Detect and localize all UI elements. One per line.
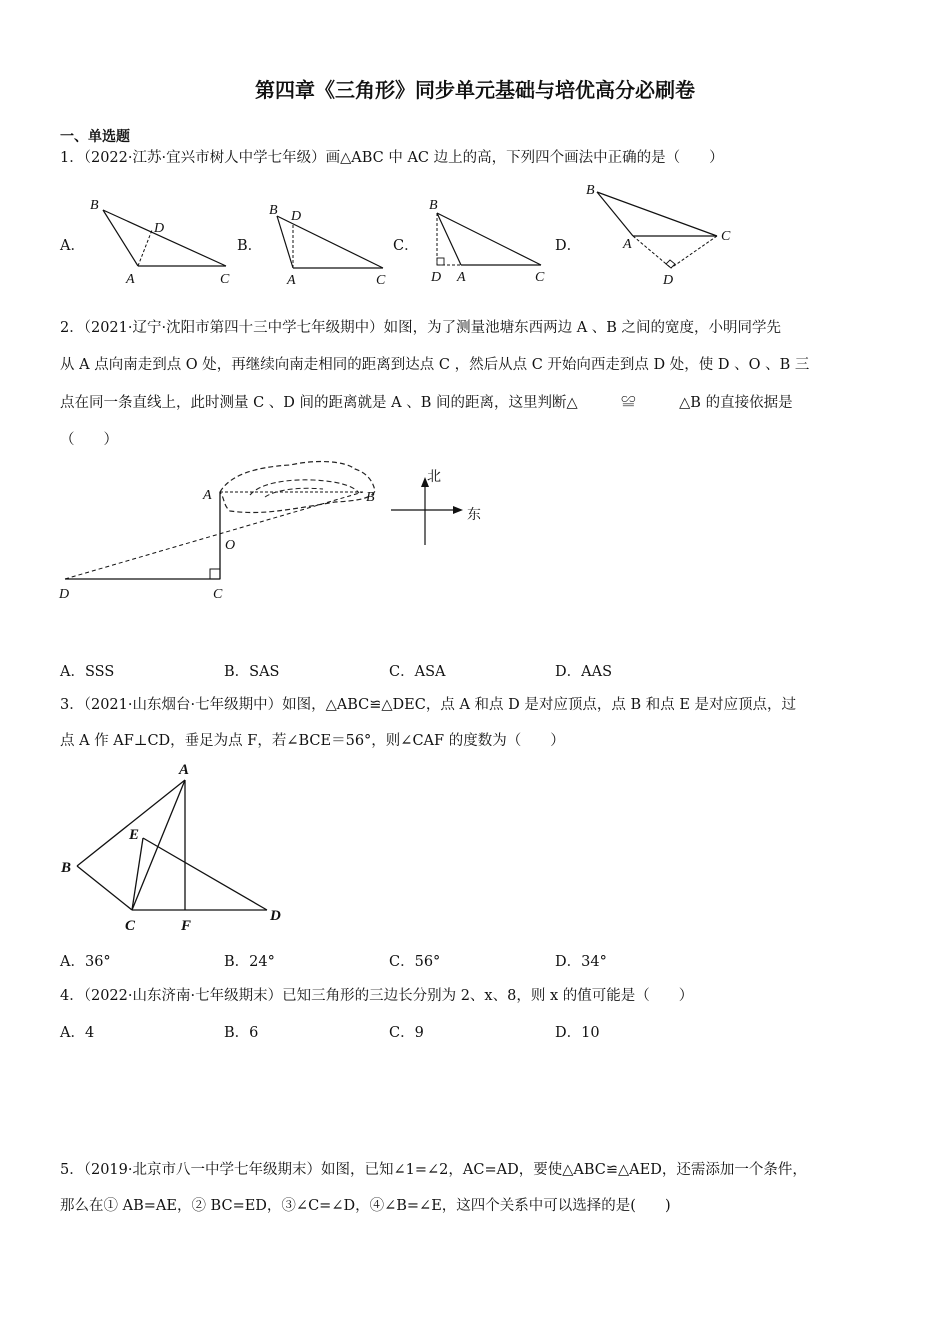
q1-figure-b	[263, 198, 403, 288]
compass-east: 东	[467, 507, 481, 523]
q4-option-c: C．9	[389, 1025, 424, 1041]
q2-label-a: A	[203, 488, 212, 503]
q2-option-b: B．SAS	[224, 664, 280, 680]
q1d-label-b: B	[586, 183, 595, 198]
q5-line2: 那么在① AB=AE，② BC=ED，③∠C=∠D，④∠B=∠E，这四个关系中可以选择的是( )	[60, 1198, 671, 1214]
section-heading: 一、单选题	[60, 129, 130, 145]
q1c-label-c: C	[535, 270, 545, 285]
q2-line2: 从 A 点向南走到点 O 处，再继续向南走相同的距离到达点 C ，然后从点 C 开始向西走到点 D 处，使 D 、O 、B 三	[60, 357, 810, 373]
q1a-label-d: D	[154, 221, 165, 236]
q4-option-a: A．4	[60, 1025, 95, 1041]
q3-label-d: D	[270, 908, 281, 924]
q2-label-c: C	[213, 587, 223, 602]
q3-label-e: E	[129, 827, 140, 843]
q2-option-a: A．SSS	[60, 664, 115, 680]
q1-figure-d	[585, 180, 745, 288]
q3-option-d: D．34°	[555, 954, 607, 970]
q2-option-c: C．ASA	[389, 664, 446, 680]
q2-line3: 点在同一条直线上，此时测量 C 、D 间的距离就是 A 、B 间的距离，这里判断△ ≌ △B 的直接依据是	[60, 395, 793, 411]
q2-option-d: D．AAS	[555, 664, 613, 680]
q1d-label-a: A	[623, 237, 632, 252]
q1-option-b: B．	[237, 238, 263, 254]
q3-label-b: B	[61, 860, 72, 876]
q1d-label-d: D	[663, 273, 674, 288]
q1b-label-d: D	[291, 209, 302, 224]
q4-option-b: B．6	[224, 1025, 259, 1041]
q2-line4: （ ）	[60, 432, 118, 448]
q3-option-c: C．56°	[389, 954, 441, 970]
q1c-label-b: B	[429, 198, 438, 213]
q2-line1: 2．（2021·辽宁·沈阳市第四十三中学七年级期中）如图，为了测量池塘东西两边 A 、B 之间的宽度，小明同学先	[60, 320, 782, 336]
q4-option-d: D．10	[555, 1025, 600, 1041]
q1-option-c: C．	[393, 238, 419, 254]
q1-option-a: A．	[60, 238, 85, 254]
page-title: 第四章《三角形》同步单元基础与培优高分必刷卷	[255, 78, 695, 102]
compass-north: 北	[427, 469, 441, 485]
q3-label-a: A	[179, 762, 190, 778]
q1d-label-c: C	[721, 229, 731, 244]
q1-option-d: D．	[555, 238, 582, 254]
q1b-label-c: C	[376, 273, 386, 288]
q1-figure-c	[425, 195, 560, 287]
q1a-label-c: C	[220, 272, 230, 287]
q3-label-f: F	[181, 918, 192, 934]
q1a-label-b: B	[90, 198, 99, 213]
q3-line1: 3．（2021·山东烟台·七年级期中）如图，△ABC≌△DEC，点 A 和点 D 是对应顶点，点 B 和点 E 是对应顶点，过	[60, 697, 797, 713]
q1-figure-a	[88, 192, 238, 287]
q5-line1: 5．（2019·北京市八一中学七年级期末）如图，已知∠1=∠2，AC=AD，要使△ABC≌△AED，还需添加一个条件，	[60, 1162, 807, 1178]
q2-label-o: O	[225, 538, 236, 553]
q3-line2: 点 A 作 AF⊥CD，垂足为点 F，若∠BCE＝56°，则∠CAF 的度数为（ ）	[60, 733, 565, 749]
q1c-label-d: D	[431, 270, 442, 285]
q2-figure	[55, 455, 495, 605]
q3-option-b: B．24°	[224, 954, 275, 970]
q1a-label-a: A	[126, 272, 135, 287]
q3-figure	[55, 758, 305, 938]
q1b-label-b: B	[269, 203, 278, 218]
q1c-label-a: A	[457, 270, 466, 285]
q2-label-d: D	[59, 587, 70, 602]
q1-stem: 1．（2022·江苏·宜兴市树人中学七年级）画△ABC 中 AC 边上的高，下列四个画法中正确的是（ ）	[60, 150, 724, 166]
q1b-label-a: A	[287, 273, 296, 288]
q4-line1: 4．（2022·山东济南·七年级期末）已知三角形的三边长分别为 2、x、8，则 x 的值可能是（ ）	[60, 988, 694, 1004]
q3-option-a: A．36°	[60, 954, 111, 970]
q2-label-b: B	[366, 490, 375, 505]
q3-label-c: C	[125, 918, 136, 934]
